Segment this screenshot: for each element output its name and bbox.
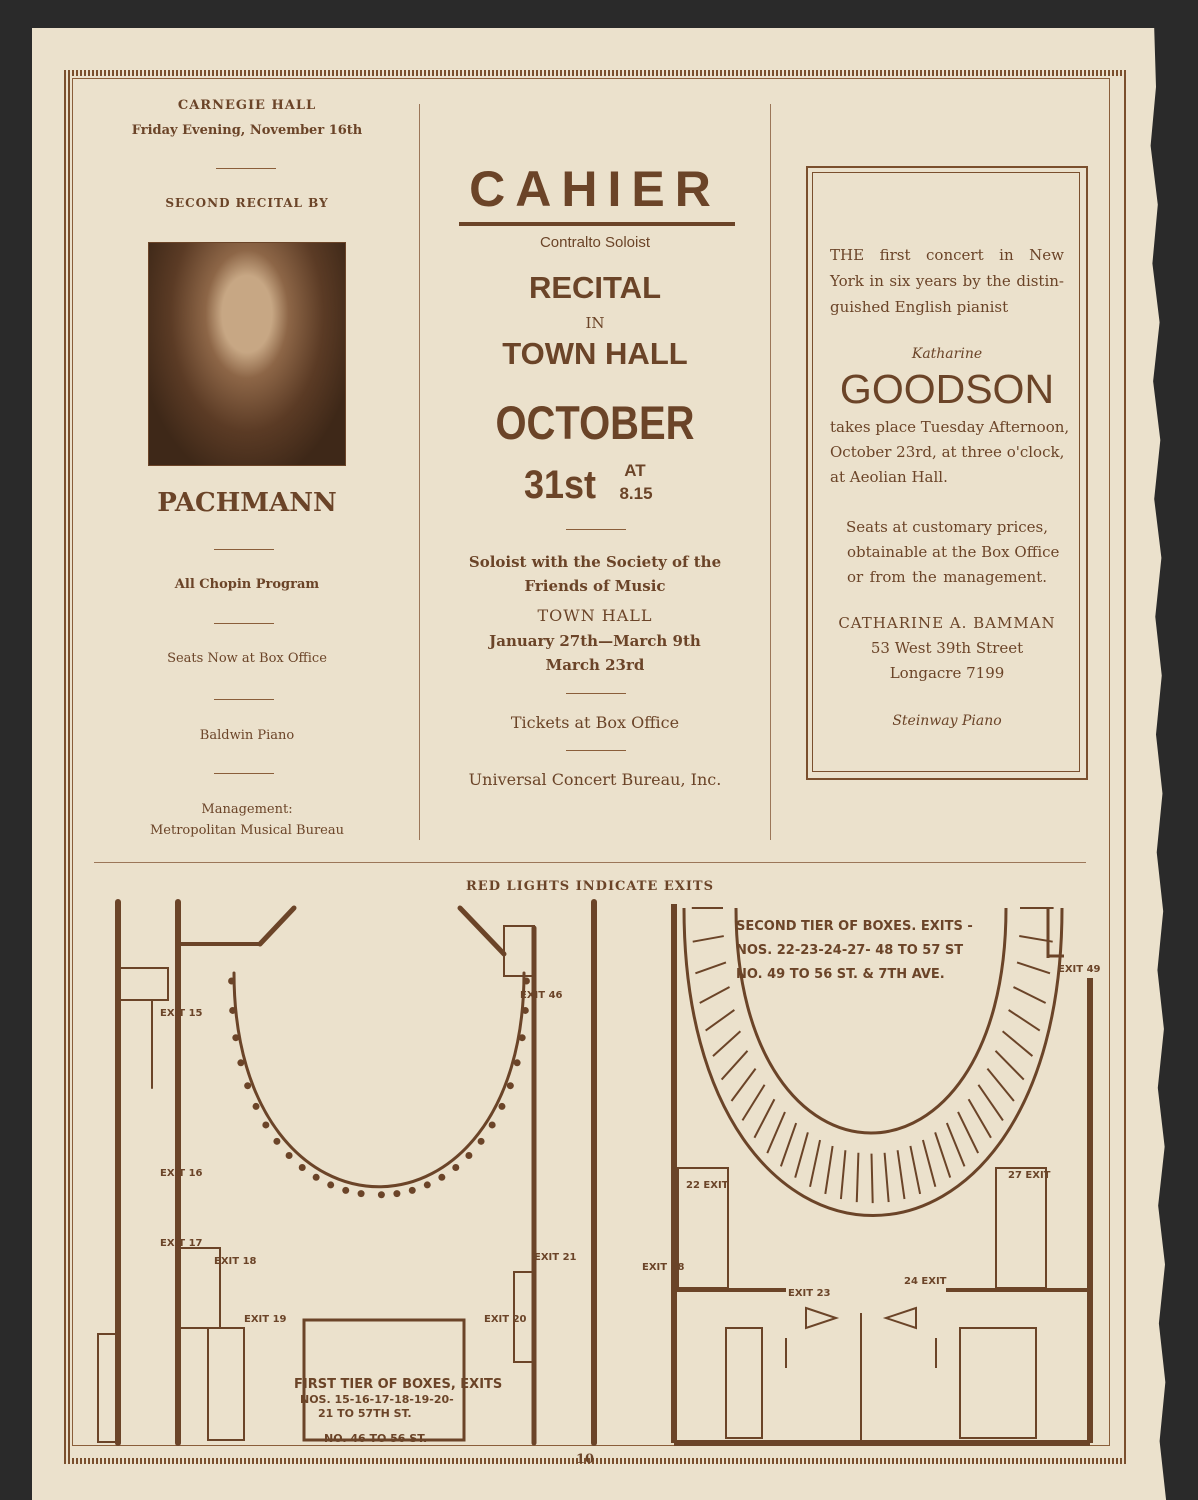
box-marker: [228, 978, 235, 985]
exit-27: 27 EXIT: [1008, 1170, 1051, 1181]
box-divider: [910, 1146, 920, 1194]
artist-name: PACHMANN: [157, 488, 337, 518]
box-marker: [253, 1103, 260, 1110]
box-marker: [478, 1138, 485, 1145]
event-date: Friday Evening, November 16th: [131, 123, 363, 138]
piano-credit: Steinway Piano: [892, 713, 1002, 729]
first-name: Katharine: [911, 346, 983, 362]
box-divider: [898, 1150, 905, 1199]
time: 8.15: [619, 484, 653, 503]
box-marker: [523, 978, 530, 985]
box-marker: [393, 1190, 400, 1197]
box-divider: [742, 1085, 764, 1121]
section-divider: [94, 862, 1086, 863]
torn-edge: [1138, 28, 1174, 1500]
hall: TOWN HALL: [502, 336, 688, 371]
exit-22: 22 EXIT: [686, 1180, 729, 1191]
box-divider: [1017, 962, 1050, 973]
box-marker: [244, 1082, 251, 1089]
first-tier-line2: NOS. 15-16-17-18-19-20-: [300, 1393, 454, 1406]
box-divider: [693, 936, 724, 942]
box-marker: [409, 1187, 416, 1194]
column-divider-right: [770, 104, 771, 840]
recital: RECITAL: [528, 270, 662, 305]
bureau: Universal Concert Bureau, Inc.: [468, 770, 722, 789]
box-marker: [465, 1152, 472, 1159]
pachmann-portrait: [148, 242, 346, 466]
box-marker: [358, 1190, 365, 1197]
phone: Longacre 7199: [889, 664, 1005, 682]
box-divider: [987, 1069, 1013, 1101]
box-marker: [299, 1164, 306, 1171]
box-divider: [996, 1051, 1024, 1080]
soloist-line2: Friends of Music: [524, 577, 666, 595]
piano: Baldwin Piano: [199, 728, 295, 743]
management-name: Metropolitan Musical Bureau: [149, 823, 344, 838]
exit-48: EXIT 48: [642, 1262, 685, 1273]
box-marker: [438, 1174, 445, 1181]
first-tier-plan: [94, 898, 614, 1443]
box-marker: [452, 1164, 459, 1171]
second-tier-line2: NOS. 22-23-24-27- 48 TO 57 ST: [736, 943, 964, 958]
exit-19: EXIT 19: [244, 1314, 287, 1325]
dates-line1: January 27th—March 9th: [489, 632, 701, 650]
box-marker: [313, 1174, 320, 1181]
box-marker: [232, 1034, 239, 1041]
hall-2: TOWN HALL: [537, 606, 653, 625]
venue: CARNEGIE HALL: [177, 98, 317, 113]
first-tier-line4: NO. 46 TO 56 ST.: [324, 1432, 428, 1445]
box-marker: [489, 1121, 496, 1128]
box-divider: [947, 1123, 965, 1166]
box-divider: [857, 1153, 859, 1202]
rule: [214, 549, 274, 550]
box-marker: [327, 1181, 334, 1188]
rule: [566, 750, 626, 751]
box-marker: [273, 1138, 280, 1145]
box-marker: [237, 1059, 244, 1066]
box-marker: [424, 1181, 431, 1188]
rule: [216, 168, 276, 169]
seats: Seats Now at Box Office: [167, 651, 327, 666]
second-tier-title: SECOND TIER OF BOXES. EXITS -: [736, 919, 973, 934]
box-marker: [262, 1121, 269, 1128]
box-divider: [825, 1146, 832, 1194]
box-marker: [342, 1187, 349, 1194]
intro-line1: THE first concert in New: [830, 246, 1064, 264]
box-divider: [731, 1069, 755, 1101]
first-tier-line3: 21 TO 57TH ST.: [318, 1407, 412, 1420]
tickets: Tickets at Box Office: [510, 713, 680, 732]
month: OCTOBER: [495, 396, 695, 449]
box-divider: [1009, 1010, 1040, 1031]
role: Contralto Soloist: [539, 234, 651, 251]
box-marker: [519, 1034, 526, 1041]
last-name: GOODSON: [839, 366, 1055, 412]
box-divider: [958, 1112, 978, 1153]
details-line1: takes place Tuesday Afternoon,: [830, 418, 1070, 436]
box-divider: [795, 1132, 808, 1177]
box-divider: [706, 1010, 735, 1031]
rule: [214, 623, 274, 624]
box-divider: [700, 987, 730, 1003]
exit-21: EXIT 21: [534, 1252, 577, 1263]
exit-24: 24 EXIT: [904, 1276, 947, 1287]
box-marker: [514, 1059, 521, 1066]
seats-line1: Seats at customary prices,: [845, 518, 1049, 536]
seats-line2: obtainable at the Box Office: [847, 543, 1060, 561]
box-marker: [507, 1082, 514, 1089]
box-marker: [229, 1007, 236, 1014]
box-marker: [378, 1191, 385, 1198]
manager: CATHARINE A. BAMMAN: [838, 614, 1056, 632]
address: 53 West 39th Street: [870, 639, 1024, 657]
box-marker: [286, 1152, 293, 1159]
exit-17: EXIT 17: [160, 1238, 203, 1249]
box-divider: [969, 1099, 991, 1138]
first-tier-box-markers: [228, 978, 530, 1199]
details-line3: at Aeolian Hall.: [830, 468, 948, 486]
exit-18: EXIT 18: [214, 1256, 257, 1267]
box-divider: [781, 1123, 796, 1166]
exit-15: EXIT 15: [160, 1008, 203, 1019]
exit-23: EXIT 23: [788, 1288, 831, 1299]
in-label: IN: [585, 314, 605, 332]
management-label: Management:: [201, 802, 293, 817]
program: All Chopin Program: [174, 577, 320, 592]
box-divider: [935, 1132, 950, 1177]
box-divider: [1013, 987, 1045, 1003]
rule: [214, 773, 274, 774]
box-divider: [754, 1099, 774, 1138]
rule: [566, 529, 626, 530]
seats-line3: or from the management.: [847, 568, 1047, 586]
box-divider: [713, 1031, 740, 1056]
exit-46: EXIT 46: [520, 990, 563, 1001]
column-divider-left: [419, 104, 420, 840]
box-marker: [498, 1103, 505, 1110]
soloist-line1: Soloist with the Society of the: [468, 553, 722, 571]
details-line2: October 23rd, at three o'clock,: [830, 443, 1065, 461]
intro-line3: guished English pianist: [830, 298, 1009, 316]
exit-20: EXIT 20: [484, 1314, 527, 1325]
recital-label: SECOND RECITAL BY: [165, 196, 329, 210]
box-divider: [767, 1112, 785, 1153]
box-divider: [722, 1051, 748, 1080]
box-divider: [978, 1085, 1003, 1121]
exits-heading: RED LIGHTS INDICATE EXITS: [466, 879, 714, 894]
day: 31st: [523, 463, 597, 507]
exit-16: EXIT 16: [160, 1168, 203, 1179]
name-underline: [459, 222, 735, 226]
box-divider: [872, 1154, 873, 1204]
second-tier-line3: NO. 49 TO 56 ST. & 7TH AVE.: [736, 967, 945, 982]
rule: [214, 699, 274, 700]
box-marker: [522, 1007, 529, 1014]
first-tier-title: FIRST TIER OF BOXES, EXITS: [294, 1377, 503, 1392]
page-number: 10: [575, 1452, 595, 1467]
intro-line2: York in six years by the distin-: [830, 272, 1064, 290]
box-divider: [1003, 1031, 1033, 1056]
box-divider: [695, 962, 726, 973]
box-divider: [810, 1140, 820, 1187]
dates-line2: March 23rd: [545, 656, 645, 674]
exit-49: EXIT 49: [1058, 964, 1101, 975]
rule: [566, 693, 626, 694]
second-tier-plan: [642, 898, 1106, 1443]
box-divider: [923, 1140, 935, 1187]
box-divider: [885, 1153, 889, 1202]
cahier-name: CAHIER: [469, 161, 721, 217]
at-label: AT: [624, 461, 646, 480]
box-divider: [841, 1150, 845, 1199]
